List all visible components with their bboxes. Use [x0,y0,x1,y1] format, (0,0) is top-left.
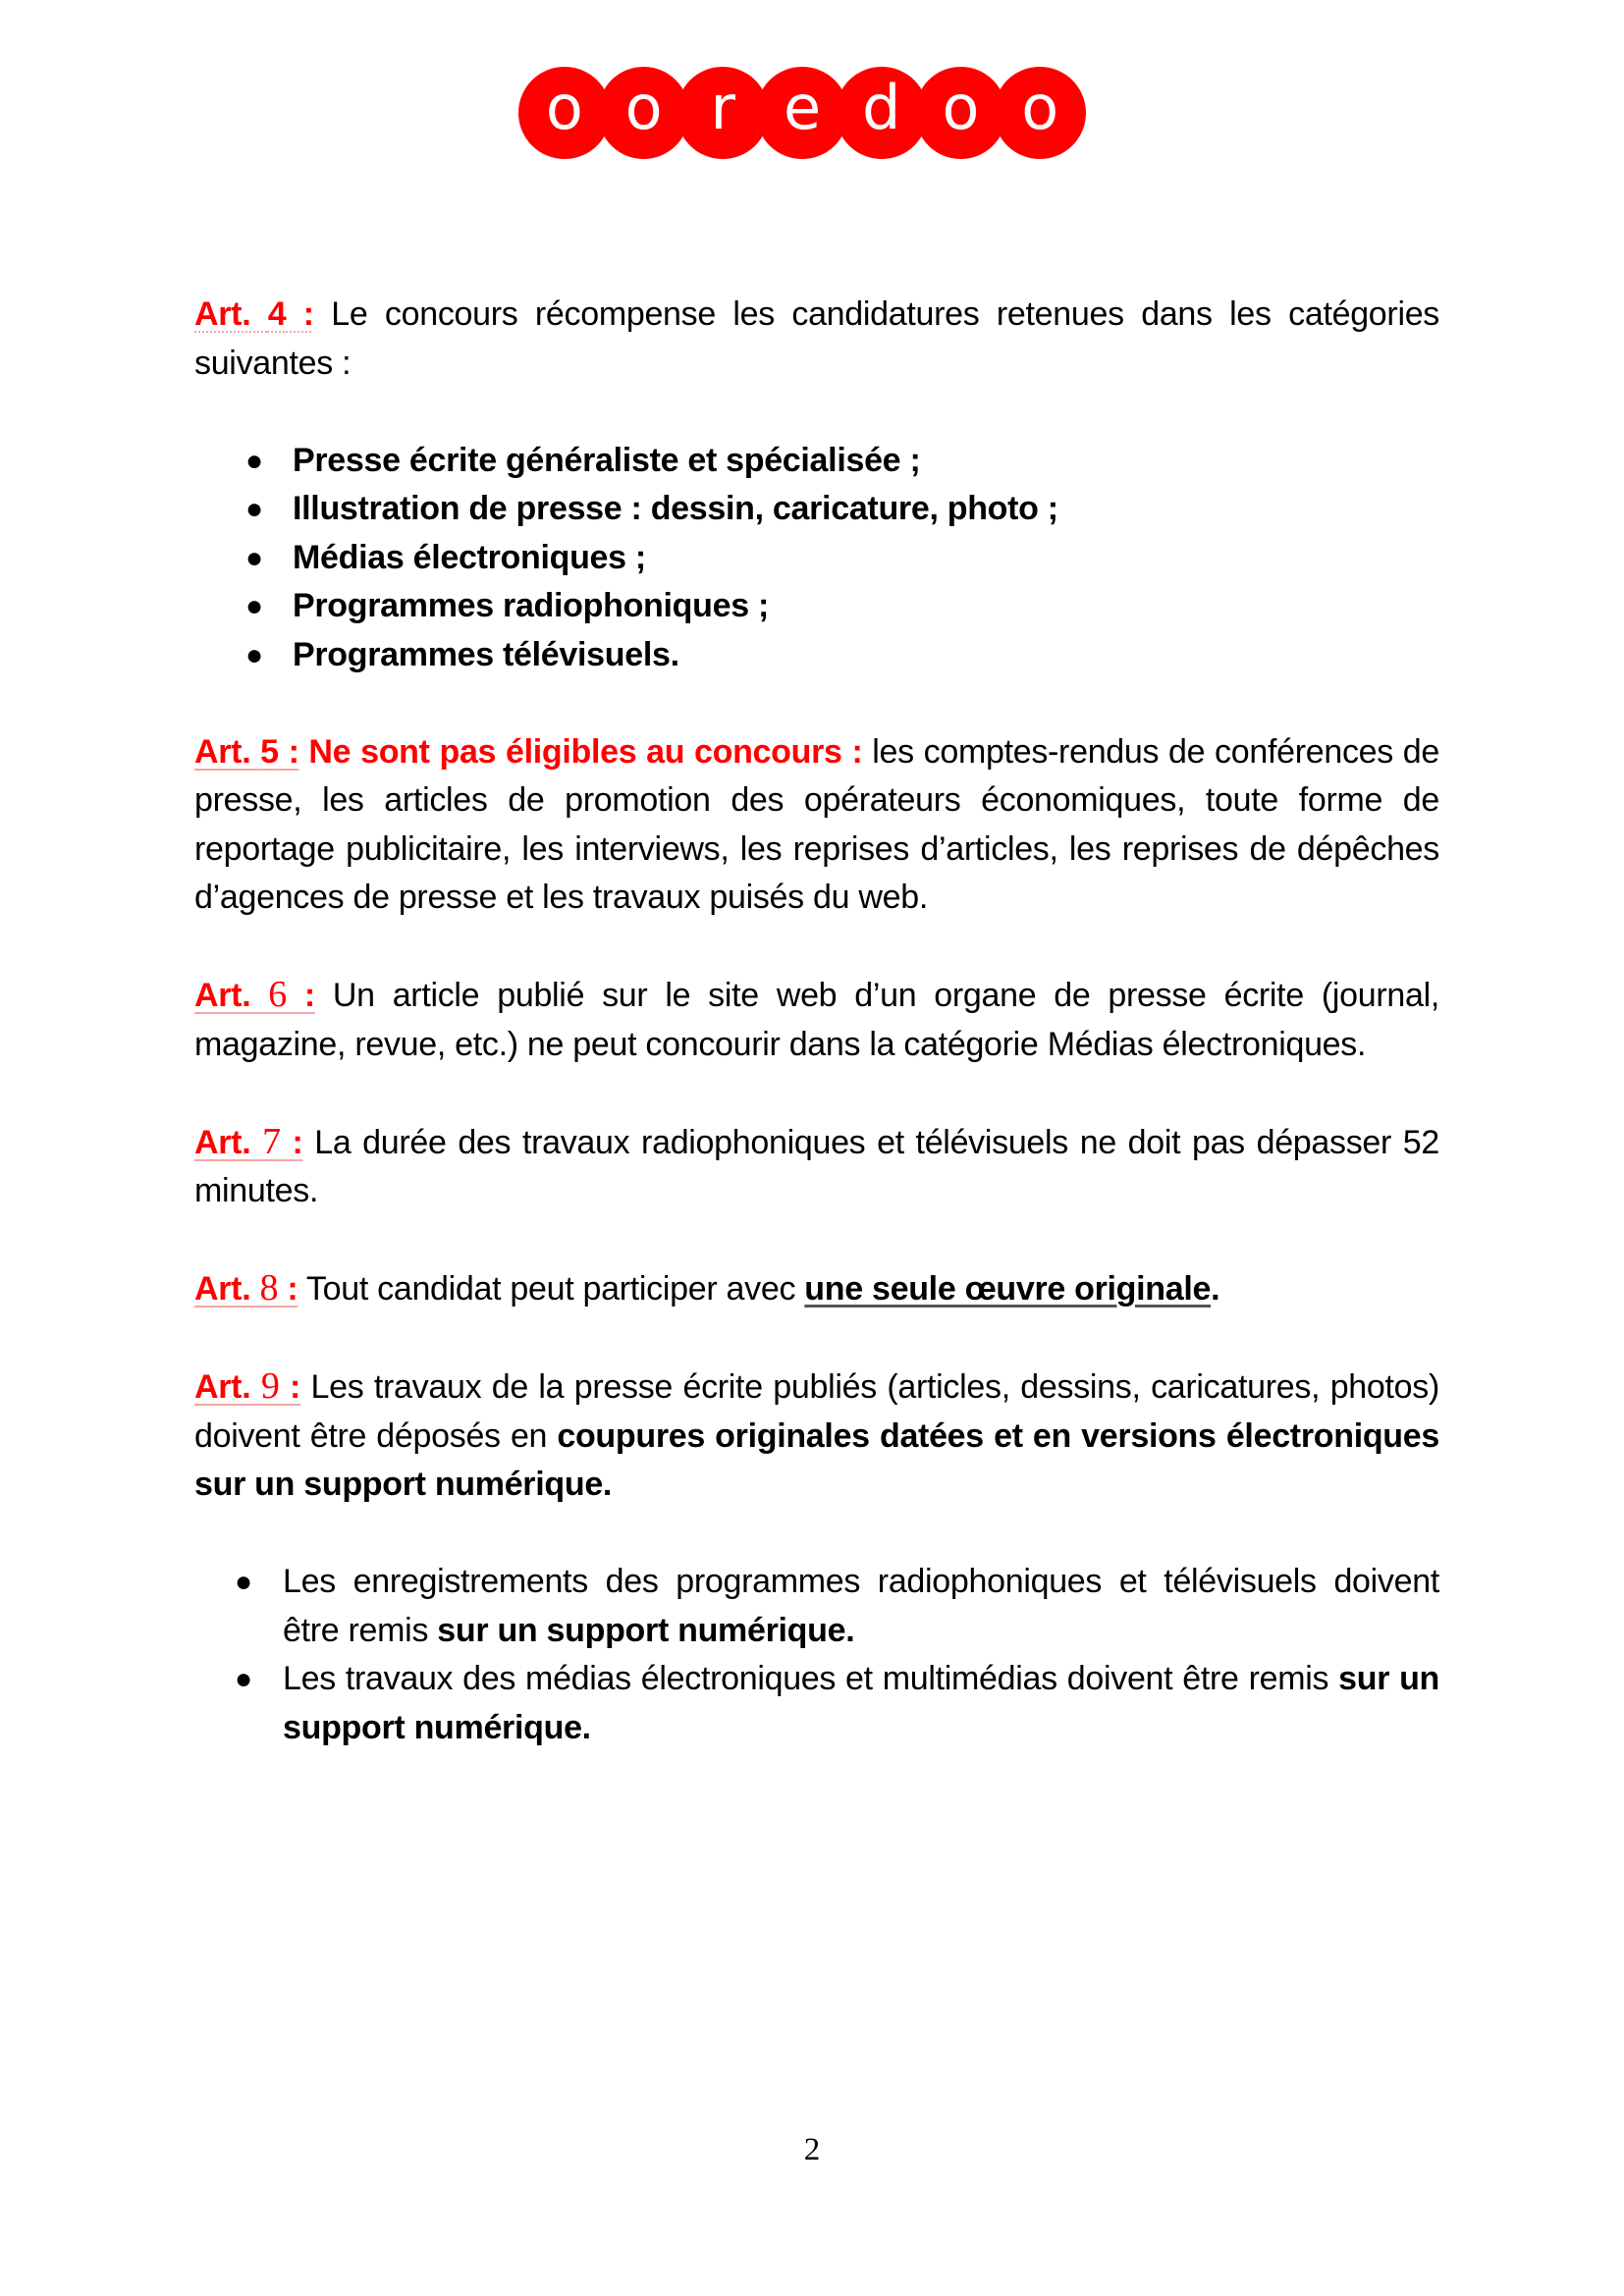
article-6 [194,971,1439,1069]
article-7 [194,1118,1439,1216]
ooredoo-logo [518,67,1086,159]
article-4-label: Art. 4 : [194,295,314,333]
category-item: ● Médias électroniques ; [194,534,1439,583]
bullet-icon: ● [235,1566,252,1598]
logo-letter-circle: o [598,67,690,159]
article-7-text: La durée des travaux radiophoniques et télévisuels ne doit pas dépasser 52 minutes. [194,1123,1439,1209]
logo-letter-circle: r [677,67,769,159]
submission-item: ● Les enregistrements des programmes radiophoniques et télévisuels doivent être remis sur un support numérique. [194,1558,1439,1655]
category-item: ● Programmes télévisuels. [194,631,1439,680]
submission-item: ● Les travaux des médias électroniques et multimédias doivent être remis sur un support numérique. [194,1655,1439,1752]
category-item: ● Illustration de presse : dessin, caricature, photo ; [194,485,1439,534]
article-4 [194,291,1439,388]
article-9-label: Art. 9 : [194,1365,301,1407]
article-6-label: Art. 6 : [194,974,315,1015]
article-8-text: Tout candidat peut participer avec [298,1270,805,1308]
article-4-text: Le concours récompense les candidatures retenues dans les catégories suivantes : [194,295,1440,382]
category-item: ● Presse écrite généraliste et spécialisée ; [194,437,1439,486]
article-8-label: Art. 8 : [194,1267,298,1308]
logo-letter-circle: o [518,67,611,159]
article-7-label: Art. 7 : [194,1120,303,1162]
article-5-label: Art. 5 : [194,732,299,771]
bullet-icon: ● [235,1663,252,1695]
category-item: ● Programmes radiophoniques ; [194,582,1439,631]
article-6-text: Un article publié sur le site web d’un organe de presse écrite (journal, magazine, revue, etc.) ne peut concourir dans la catégorie Médias électroniques. [194,977,1439,1063]
article-5-text: les comptes-rendus de conférences de presse, les articles de promotion des opérateurs économiques, toute forme de reportage publicitaire, les interviews, les reprises d’articles, les reprises de dépêches d’agences de presse et les travaux puisés du web. [194,732,1439,916]
submission-list [194,1558,1439,1752]
page-number: 2 [803,2132,821,2167]
category-list [194,437,1439,680]
article-8-emphasis: une seule œuvre originale [804,1270,1212,1308]
article-8: Art. 8 : Tout candidat peut participer avec une seule œuvre originale. [194,1267,1220,1308]
logo-letter-circle: e [756,67,848,159]
bullet-icon: ● [245,444,263,477]
bullet-icon: ● [245,590,263,622]
article-5 [194,728,1439,923]
article-9 [194,1362,1439,1510]
bullet-icon: ● [245,493,263,525]
logo-letter-circle: o [915,67,1007,159]
bullet-icon: ● [245,541,263,574]
article-9-emphasis: coupures originales datées et en versions électroniques sur un support numérique. [194,1416,1439,1503]
article-9-text: Les travaux de la presse écrite publiés (articles, dessins, caricatures, photos) doivent être déposés en [194,1368,1439,1455]
logo-letter-circle: d [836,67,928,159]
article-5-highlight: Ne sont pas éligibles au concours : [298,732,863,771]
document-body [194,291,1439,1752]
bullet-icon: ● [245,638,263,671]
logo-letter-circle: o [994,67,1086,159]
